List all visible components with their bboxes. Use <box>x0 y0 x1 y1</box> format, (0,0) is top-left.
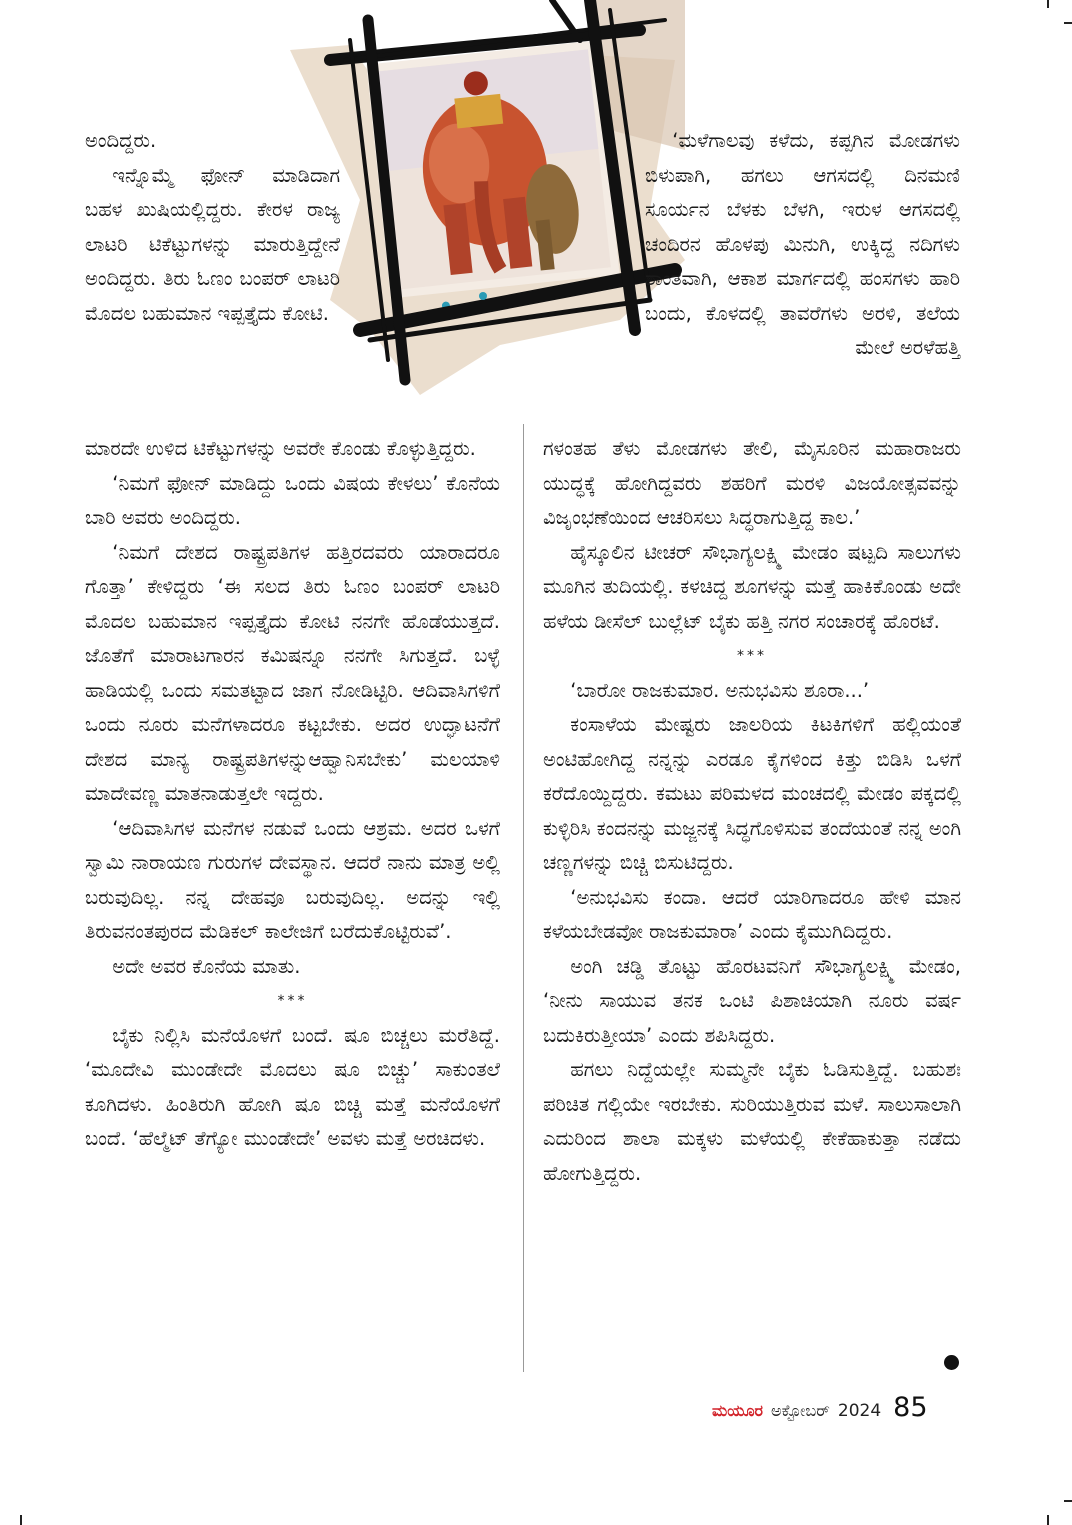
paragraph: ಅದೇ ಅವರ ಕೊನೆಯ ಮಾತು. <box>112 954 301 978</box>
right-column-bottom <box>543 432 961 1191</box>
paragraph: ‘ಅನುಭವಿಸು ಕಂದಾ. ಆದರೆ ಯಾರಿಗಾದರೂ ಹೇಳಿ ಮಾನ ಕಳೆಯಬೇಡವೋ ರಾಜಕುಮಾರಾ’ ಎಂದು ಕೈಮುಗಿದಿದ್ದರು. <box>543 885 961 943</box>
paragraph: ಬೈಕು ನಿಲ್ಲಿಸಿ ಮನೆಯೊಳಗೆ ಬಂದೆ. ಷೂ ಬಿಚ್ಚಲು ಮರೆತಿದ್ದೆ. ‘ಮೂದೇವಿ ಮುಂಡೇದೇ ಮೊದಲು ಷೂ ಬಿಚ್ಚು’ ಸಾಕುಂತಲೆ ಕೂಗಿದಳು. ಹಿಂತಿರುಗಿ ಹೋಗಿ ಷೂ ಬಿಚ್ಚಿ ಮತ್ತೆ ಮನೆಯೊಳಗೆ ಬಂದೆ. ‘ಹೆಲ್ಮೆಟ್ ತೆಗ್ಯೋ ಮುಂಡೇದೇ’ ಅವಳು ಮತ್ತೆ ಅರಚಿದಳು. <box>85 1023 500 1150</box>
paragraph: ಅಂಗಿ ಚಡ್ಡಿ ತೊಟ್ಟು ಹೊರಟವನಿಗೆ ಸೌಭಾಗ್ಯಲಕ್ಷ್ಮಿ ಮೇಡಂ, ‘ನೀನು ಸಾಯುವ ತನಕ ಒಂಟಿ ಪಿಶಾಚಿಯಾಗಿ ನೂರು ವರ್ಷ ಬದುಕಿರುತ್ತೀಯಾ’ ಎಂದು ಶಪಿಸಿದ್ದರು. <box>543 954 961 1047</box>
paragraph: ಕಂಸಾಳೆಯ ಮೇಷ್ಟರು ಜಾಲರಿಯ ಕಿಟಕಿಗಳಿಗೆ ಹಲ್ಲಿಯಂತೆ ಅಂಟಿಹೋಗಿದ್ದ ನನ್ನನ್ನು ಎರಡೂ ಕೈಗಳಿಂದ ಕಿತ್ತು ಬಿಡಿಸಿ ಒಳಗೆ ಕರೆದೊಯ್ದಿದ್ದರು. ಕಮಟು ಪರಿಮಳದ ಮಂಚದಲ್ಲಿ ಮೇಡಂ ಪಕ್ಕದಲ್ಲಿ ಕುಳ್ಳಿರಿಸಿ ಕಂದನನ್ನು ಮಜ್ಜನಕ್ಕೆ ಸಿದ್ಧಗೊಳಿಸುವ ತಂದೆಯಂತೆ ನನ್ನ ಅಂಗಿ ಚಣ್ಣಗಳನ್ನು ಬಿಚ್ಚಿ ಬಿಸುಟಿದ್ದರು. <box>543 713 961 874</box>
crop-mark <box>1047 0 1049 8</box>
paragraph: ಅಂದಿದ್ದರು. <box>85 129 157 152</box>
left-column-top <box>85 124 340 331</box>
issue-year: 2024 <box>837 1401 882 1421</box>
paragraph: ‘ಮಳೆಗಾಲವು ಕಳೆದು, ಕಪ್ಪಗಿನ ಮೋಡಗಳು ಬಿಳುಪಾಗಿ, ಹಗಲು ಆಗಸದಲ್ಲಿ ದಿನಮಣಿ ಸೂರ್ಯನ ಬೆಳಕು ಬೆಳಗಿ, ಇರುಳ ಆಗಸದಲ್ಲಿ ಚಂದಿರನ ಹೊಳಪು ಮಿನುಗಿ, ಉಕ್ಕಿದ್ದ ನದಿಗಳು ಶಾಂತವಾಗಿ, ಆಕಾಶ ಮಾರ್ಗದಲ್ಲಿ ಹಂಸಗಳು ಹಾರಿ ಬಂದು, ಕೊಳದಲ್ಲಿ ತಾವರೆಗಳು ಅರಳಿ, ತಲೆಯ ಮೇಲೆ ಅರಳೆಹತ್ತಿ <box>645 129 960 359</box>
crop-mark <box>1047 1515 1049 1525</box>
crop-mark <box>1064 22 1072 24</box>
section-break: *** <box>277 993 308 1009</box>
left-column-bottom <box>85 432 500 1157</box>
page-footer <box>712 1392 928 1432</box>
paragraph: ಹೈಸ್ಕೂಲಿನ ಟೀಚರ್ ಸೌಭಾಗ್ಯಲಕ್ಷ್ಮಿ ಮೇಡಂ ಷಟ್ಪದಿ ಸಾಲುಗಳು ಮೂಗಿನ ತುದಿಯಲ್ಲಿ. ಕಳಚಿದ್ದ ಶೂಗಳನ್ನು ಮತ್ತೆ ಹಾಕಿಕೊಂಡು ಅದೇ ಹಳೆಯ ಡೀಸೆಲ್ ಬುಲ್ಲೆಟ್ ಬೈಕು ಹತ್ತಿ ನಗರ ಸಂಚಾರಕ್ಕೆ ಹೊರಟೆ. <box>543 540 961 633</box>
paragraph: ‘ನಿಮಗೆ ಫೋನ್ ಮಾಡಿದ್ದು ಒಂದು ವಿಷಯ ಕೇಳಲು’ ಕೊನೆಯ ಬಾರಿ ಅವರು ಅಂದಿದ್ದರು. <box>85 471 500 529</box>
crop-mark <box>20 1515 22 1525</box>
paragraph: ಮಾರದೇ ಉಳಿದ ಟಿಕೆಟ್ಟುಗಳನ್ನು ಅವರೇ ಕೊಂಡು ಕೊಳ್ಳುತ್ತಿದ್ದರು. <box>85 437 476 460</box>
elephant-painting-illustration <box>290 0 685 420</box>
magazine-logo: ಮಯೂರ <box>712 1401 764 1420</box>
paragraph: ಹಗಲು ನಿದ್ದೆಯಲ್ಲೇ ಸುಮ್ಮನೇ ಬೈಕು ಓಡಿಸುತ್ತಿದ್ದೆ. ಬಹುಶಃ ಪರಿಚಿತ ಗಲ್ಲಿಯೇ ಇರಬೇಕು. ಸುರಿಯುತ್ತಿರುವ ಮಳೆ. ಸಾಲುಸಾಲಾಗಿ ಎದುರಿಂದ ಶಾಲಾ ಮಕ್ಕಳು ಮಳೆಯಲ್ಲಿ ಕೇಕೆಹಾಕುತ್ತಾ ನಡೆದು ಹೋಗುತ್ತಿದ್ದರು. <box>543 1058 961 1185</box>
page-number: 85 <box>893 1392 928 1423</box>
issue-month: ಅಕ್ಟೋಬರ್ <box>771 1401 830 1420</box>
paragraph: ‘ಆದಿವಾಸಿಗಳ ಮನೆಗಳ ನಡುವೆ ಒಂದು ಆಶ್ರಮ. ಅದರ ಒಳಗೆ ಸ್ವಾಮಿ ನಾರಾಯಣ ಗುರುಗಳ ದೇವಸ್ಥಾನ. ಆದರೆ ನಾನು ಮಾತ್ರ ಅಲ್ಲಿ ಬರುವುದಿಲ್ಲ. ನನ್ನ ದೇಹವೂ ಬರುವುದಿಲ್ಲ. ಅದನ್ನು ಇಲ್ಲಿ ತಿರುವನಂತಪುರದ ಮೆಡಿಕಲ್ ಕಾಲೇಜಿಗೆ ಬರೆದುಕೊಟ್ಟಿರುವೆ’. <box>85 816 500 943</box>
howdah <box>454 94 503 129</box>
end-of-story-bullet-icon <box>944 1355 959 1370</box>
paragraph: ಗಳಂತಹ ತೆಳು ಮೋಡಗಳು ತೇಲಿ, ಮೈಸೂರಿನ ಮಹಾರಾಜರು ಯುದ್ಧಕ್ಕೆ ಹೋಗಿದ್ದವರು ಶಹರಿಗೆ ಮರಳಿ ವಿಜಯೋತ್ಸವವನ್ನು ವಿಜೃಂಭಣೆಯಿಂದ ಆಚರಿಸಲು ಸಿದ್ಧರಾಗುತ್ತಿದ್ದ ಕಾಲ.’ <box>543 437 961 529</box>
paragraph: ‘ಬಾರೋ ರಾಜಕುಮಾರ. ಅನುಭವಿಸು ಶೂರಾ...’ <box>570 678 870 702</box>
crop-mark <box>1064 1500 1072 1502</box>
paragraph: ‘ನಿಮಗೆ ದೇಶದ ರಾಷ್ಟ್ರಪತಿಗಳ ಹತ್ತಿರದವರು ಯಾರಾದರೂ ಗೊತ್ತಾ’ ಕೇಳಿದ್ದರು ‘ಈ ಸಲದ ತಿರು ಓಣಂ ಬಂಪರ್ ಲಾಟರಿ ಮೊದಲ ಬಹುಮಾನ ಇಪ್ಪತ್ತೈದು ಕೋಟಿ ನನಗೇ ಹೊಡೆಯುತ್ತದೆ. ಜೊತೆಗೆ ಮಾರಾಟಗಾರನ ಕಮಿಷನ್ನೂ ನನಗೇ ಸಿಗುತ್ತದೆ. ಬಳ್ಳೆ ಹಾಡಿಯಲ್ಲಿ ಒಂದು ಸಮತಟ್ಟಾದ ಜಾಗ ನೋಡಿಟ್ಟಿರಿ. ಆದಿವಾಸಿಗಳಿಗೆ ಒಂದು ನೂರು ಮನೆಗಳಾದರೂ ಕಟ್ಟಬೇಕು. ಅದರ ಉದ್ಘಾಟನೆಗೆ ದೇಶದ ಮಾನ್ಯ ರಾಷ್ಟ್ರಪತಿಗಳನ್ನುಆಹ್ವಾನಿಸಬೇಕು’ ಮಲಯಾಳಿ ಮಾದೇವಣ್ಣ ಮಾತನಾಡುತ್ತಲೇ ಇದ್ದರು. <box>85 540 500 805</box>
column-divider <box>523 424 524 1372</box>
paragraph: ಇನ್ನೊಮ್ಮೆ ಫೋನ್ ಮಾಡಿದಾಗ ಬಹಳ ಖುಷಿಯಲ್ಲಿದ್ದರು. ಕೇರಳ ರಾಜ್ಯ ಲಾಟರಿ ಟಿಕೆಟ್ಟುಗಳನ್ನು ಮಾರುತ್ತಿದ್ದೇನೆ ಅಂದಿದ್ದರು. ತಿರು ಓಣಂ ಬಂಪರ್ ಲಾಟರಿ ಮೊದಲ ಬಹುಮಾನ ಇಪ್ಪತ್ತೈದು ಕೋಟಿ. <box>85 163 340 325</box>
right-column-top <box>645 124 960 366</box>
section-break: *** <box>737 648 767 664</box>
